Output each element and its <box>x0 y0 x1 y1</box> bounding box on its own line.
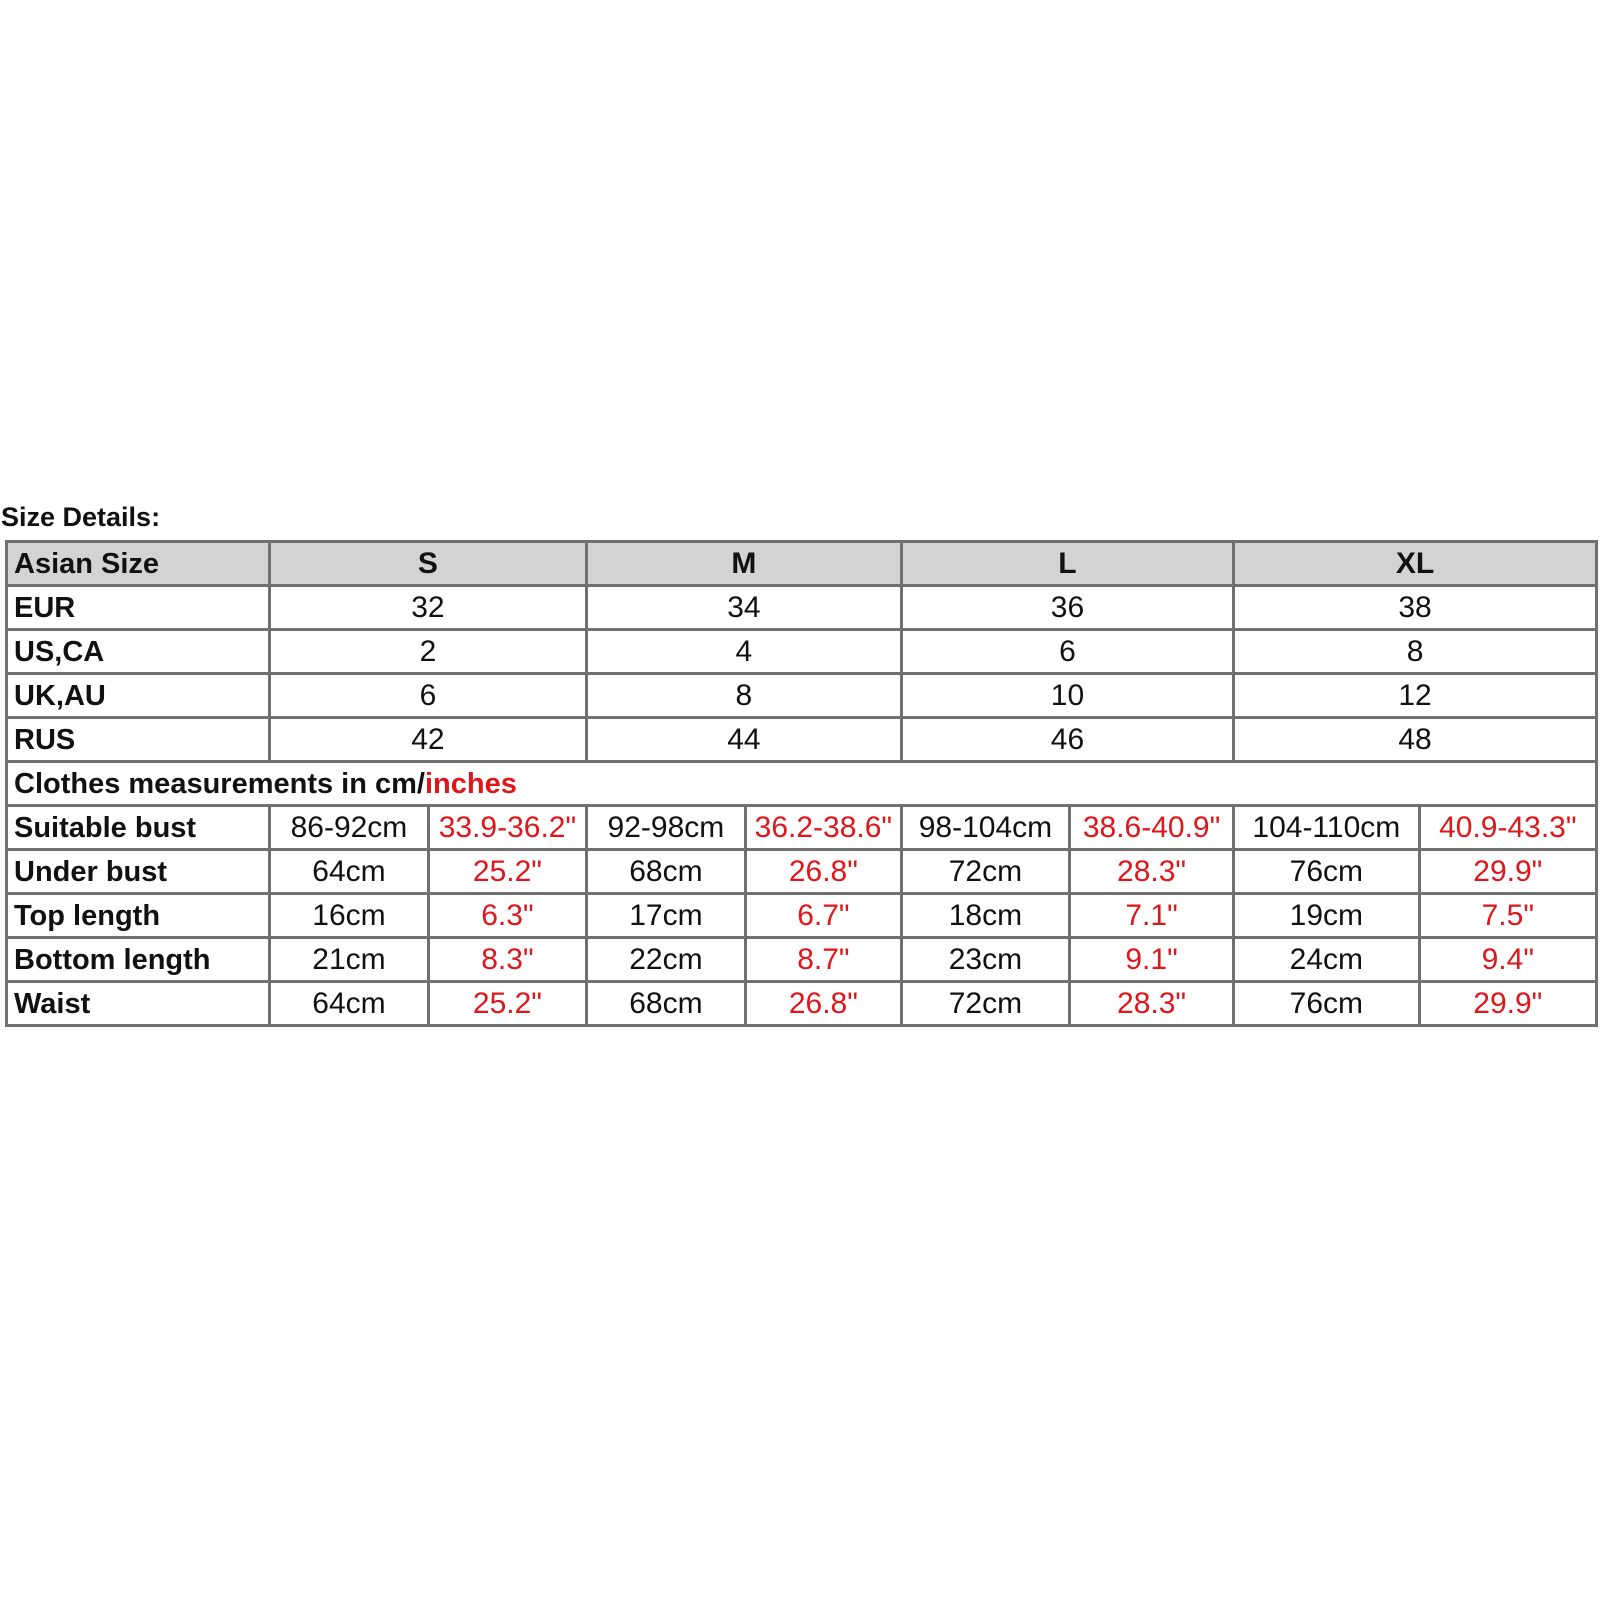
cm-cell: 86-92cm <box>269 806 428 850</box>
inch-cell: 25.2" <box>428 982 586 1026</box>
table-cell: 2 <box>269 630 586 674</box>
cm-cell: 72cm <box>901 850 1069 894</box>
table-cell: 32 <box>269 586 586 630</box>
conversion-row-rus <box>7 718 1597 762</box>
inch-cell: 6.7" <box>745 894 901 938</box>
cm-cell: 64cm <box>269 982 428 1026</box>
inch-cell: 9.1" <box>1070 938 1234 982</box>
inch-cell: 6.3" <box>428 894 586 938</box>
table-cell: 12 <box>1234 674 1597 718</box>
row-label: Bottom length <box>7 938 270 982</box>
page-title: Size Details: <box>1 502 161 532</box>
cm-cell: 24cm <box>1234 938 1419 982</box>
table-cell: 8 <box>586 674 901 718</box>
table-cell: 10 <box>901 674 1233 718</box>
row-label: Top length <box>7 894 270 938</box>
inch-cell: 36.2-38.6" <box>745 806 901 850</box>
size-header-s: S <box>269 542 586 586</box>
size-header-l: L <box>901 542 1233 586</box>
size-header-xl: XL <box>1234 542 1597 586</box>
inch-cell: 28.3" <box>1070 850 1234 894</box>
conversion-row-us-ca <box>7 630 1597 674</box>
row-label: RUS <box>7 718 270 762</box>
table-cell: 38 <box>1234 586 1597 630</box>
cm-cell: 21cm <box>269 938 428 982</box>
measurement-row-under-bust <box>7 850 1597 894</box>
inch-cell: 29.9" <box>1419 850 1596 894</box>
cm-cell: 68cm <box>586 982 745 1026</box>
table-cell: 6 <box>901 630 1233 674</box>
cm-cell: 18cm <box>901 894 1069 938</box>
inch-cell: 7.5" <box>1419 894 1596 938</box>
table-cell: 46 <box>901 718 1233 762</box>
measurement-row-bottom-length <box>7 938 1597 982</box>
cm-cell: 72cm <box>901 982 1069 1026</box>
table-cell: 44 <box>586 718 901 762</box>
cm-cell: 92-98cm <box>586 806 745 850</box>
table-cell: 48 <box>1234 718 1597 762</box>
section-label-inches: inches <box>424 767 517 800</box>
measurement-row-top-length <box>7 894 1597 938</box>
cm-cell: 76cm <box>1234 982 1419 1026</box>
inch-cell: 40.9-43.3" <box>1419 806 1596 850</box>
asian-size-label: Asian Size <box>7 542 270 586</box>
row-label: EUR <box>7 586 270 630</box>
table-cell: 42 <box>269 718 586 762</box>
cm-cell: 19cm <box>1234 894 1419 938</box>
cm-cell: 104-110cm <box>1234 806 1419 850</box>
row-label: Under bust <box>7 850 270 894</box>
inch-cell: 8.3" <box>428 938 586 982</box>
row-label: US,CA <box>7 630 270 674</box>
cm-cell: 68cm <box>586 850 745 894</box>
measurement-row-waist <box>7 982 1597 1026</box>
conversion-row-uk-au <box>7 674 1597 718</box>
section-heading <box>7 762 1597 806</box>
inch-cell: 25.2" <box>428 850 586 894</box>
cm-cell: 76cm <box>1234 850 1419 894</box>
table-cell: 6 <box>269 674 586 718</box>
row-label: Waist <box>7 982 270 1026</box>
cm-cell: 17cm <box>586 894 745 938</box>
inch-cell: 8.7" <box>745 938 901 982</box>
header-row <box>7 542 1597 586</box>
cm-cell: 64cm <box>269 850 428 894</box>
cm-cell: 98-104cm <box>901 806 1069 850</box>
inch-cell: 9.4" <box>1419 938 1596 982</box>
size-header-m: M <box>586 542 901 586</box>
table-cell: 34 <box>586 586 901 630</box>
table-cell: 36 <box>901 586 1233 630</box>
cm-cell: 22cm <box>586 938 745 982</box>
inch-cell: 26.8" <box>745 850 901 894</box>
inch-cell: 28.3" <box>1070 982 1234 1026</box>
inch-cell: 38.6-40.9" <box>1070 806 1234 850</box>
measurement-row-suitable-bust <box>7 806 1597 850</box>
size-chart-table <box>5 540 1598 1027</box>
inch-cell: 33.9-36.2" <box>428 806 586 850</box>
cm-cell: 23cm <box>901 938 1069 982</box>
inch-cell: 29.9" <box>1419 982 1596 1026</box>
table-cell: 4 <box>586 630 901 674</box>
table-cell: 8 <box>1234 630 1597 674</box>
section-label: Clothes measurements in cm/ <box>14 767 425 800</box>
row-label: UK,AU <box>7 674 270 718</box>
row-label: Suitable bust <box>7 806 270 850</box>
inch-cell: 7.1" <box>1070 894 1234 938</box>
inch-cell: 26.8" <box>745 982 901 1026</box>
section-row <box>7 762 1597 806</box>
conversion-row-eur <box>7 586 1597 630</box>
cm-cell: 16cm <box>269 894 428 938</box>
